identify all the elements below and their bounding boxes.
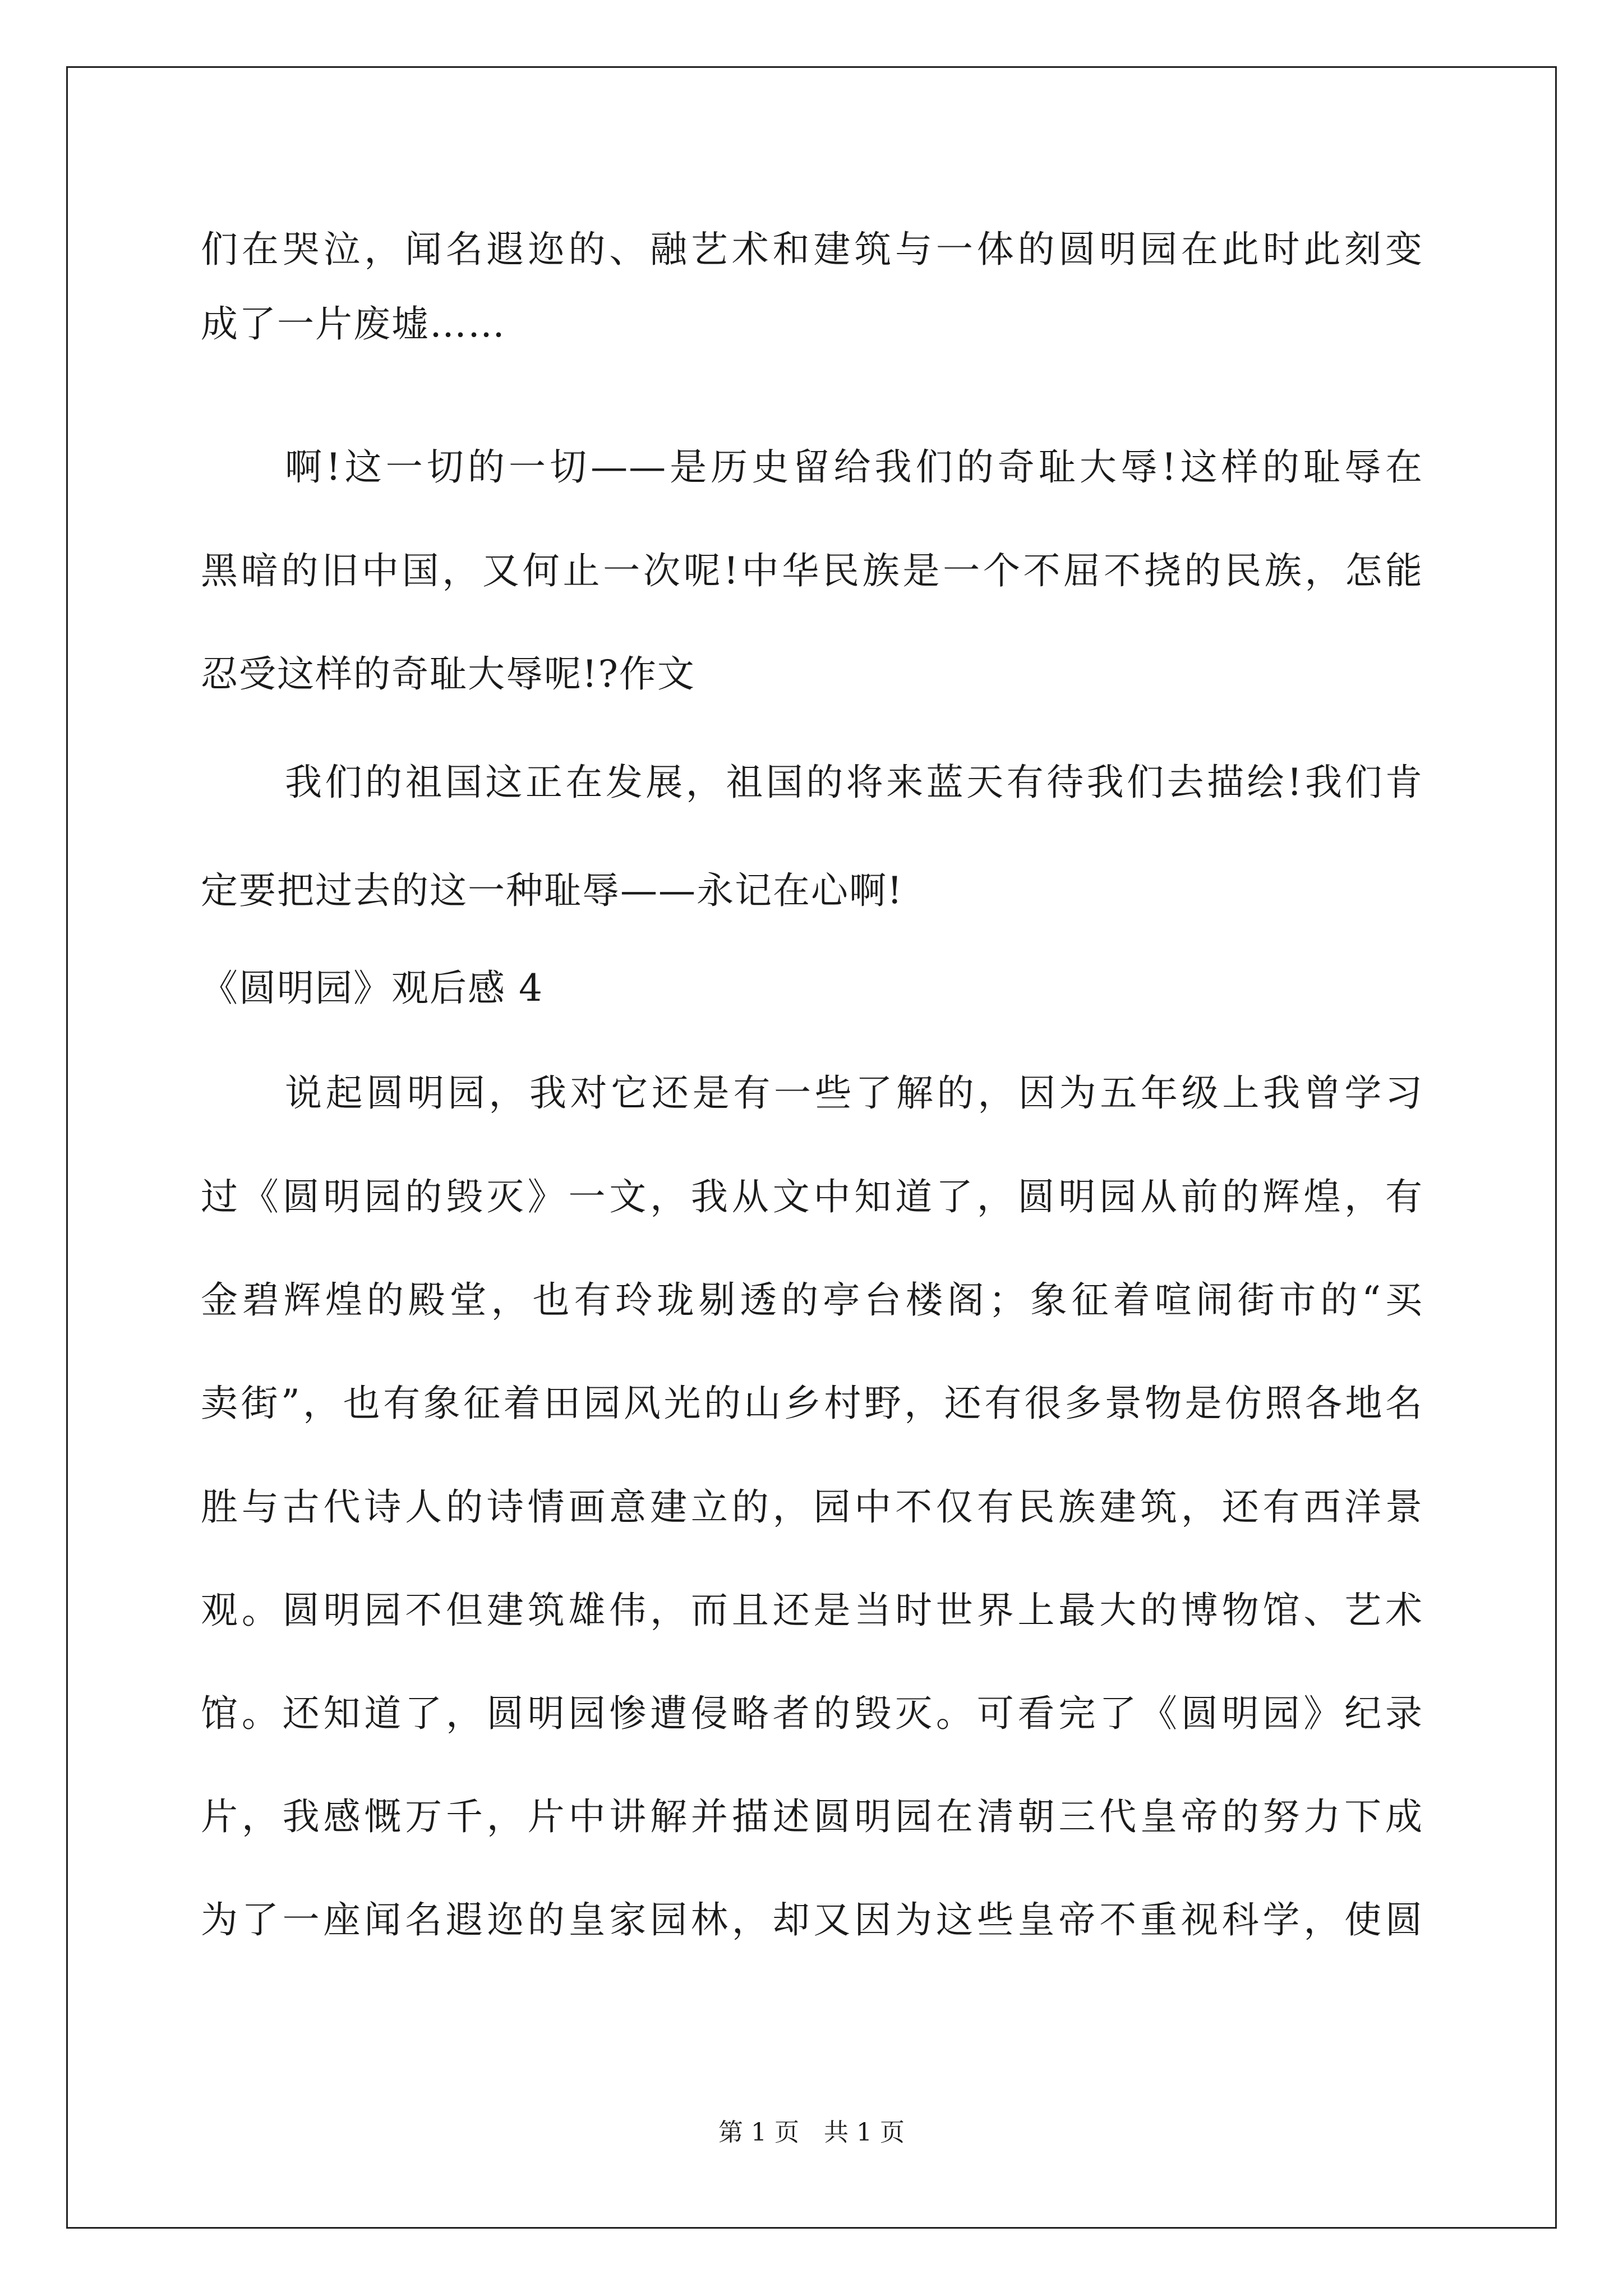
text-line: 们在哭泣，闻名遐迩的、融艺术和建筑与一体的圆明园在此时此刻变 [201, 228, 1423, 271]
text-line: 过《圆明园的毁灭》一文，我从文中知道了，圆明园从前的辉煌，有 [201, 1175, 1423, 1218]
text-line: 馆。还知道了，圆明园惨遭侵略者的毁灭。可看完了《圆明园》纪录 [201, 1692, 1423, 1735]
text-line: 成了一片废墟…… [201, 302, 506, 346]
section-heading: 《圆明园》观后感 4 [201, 967, 543, 1010]
text-line: 为了一座闻名遐迩的皇家园林，却又因为这些皇帝不重视科学，使圆 [201, 1898, 1423, 1941]
text-line: 黑暗的旧中国，又何止一次呢!中华民族是一个不屈不挠的民族，怎能 [201, 549, 1423, 592]
text-line: 胜与古代诗人的诗情画意建立的，园中不仅有民族建筑，还有西洋景 [201, 1485, 1423, 1529]
page-number-footer: 第 1 页 共 1 页 [718, 2118, 905, 2147]
text-line: 啊!这一切的一切——是历史留给我们的奇耻大辱!这样的耻辱在 [285, 445, 1423, 489]
text-line: 忍受这样的奇耻大辱呢!?作文 [201, 652, 695, 696]
text-line: 观。圆明园不但建筑雄伟，而且还是当时世界上最大的博物馆、艺术 [201, 1589, 1423, 1632]
text-line: 说起圆明园，我对它还是有一些了解的，因为五年级上我曾学习 [285, 1071, 1423, 1115]
text-line: 片，我感慨万千，片中讲解并描述圆明园在清朝三代皇帝的努力下成 [201, 1795, 1423, 1838]
text-line: 金碧辉煌的殿堂，也有玲珑剔透的亭台楼阁；象征着喧闹街市的“买 [201, 1278, 1423, 1322]
text-line: 我们的祖国这正在发展，祖国的将来蓝天有待我们去描绘!我们肯 [285, 761, 1423, 804]
text-line: 定要把过去的这一种耻辱——永记在心啊! [201, 869, 903, 912]
text-line: 卖街”，也有象征着田园风光的山乡村野，还有很多景物是仿照各地名 [201, 1382, 1423, 1425]
